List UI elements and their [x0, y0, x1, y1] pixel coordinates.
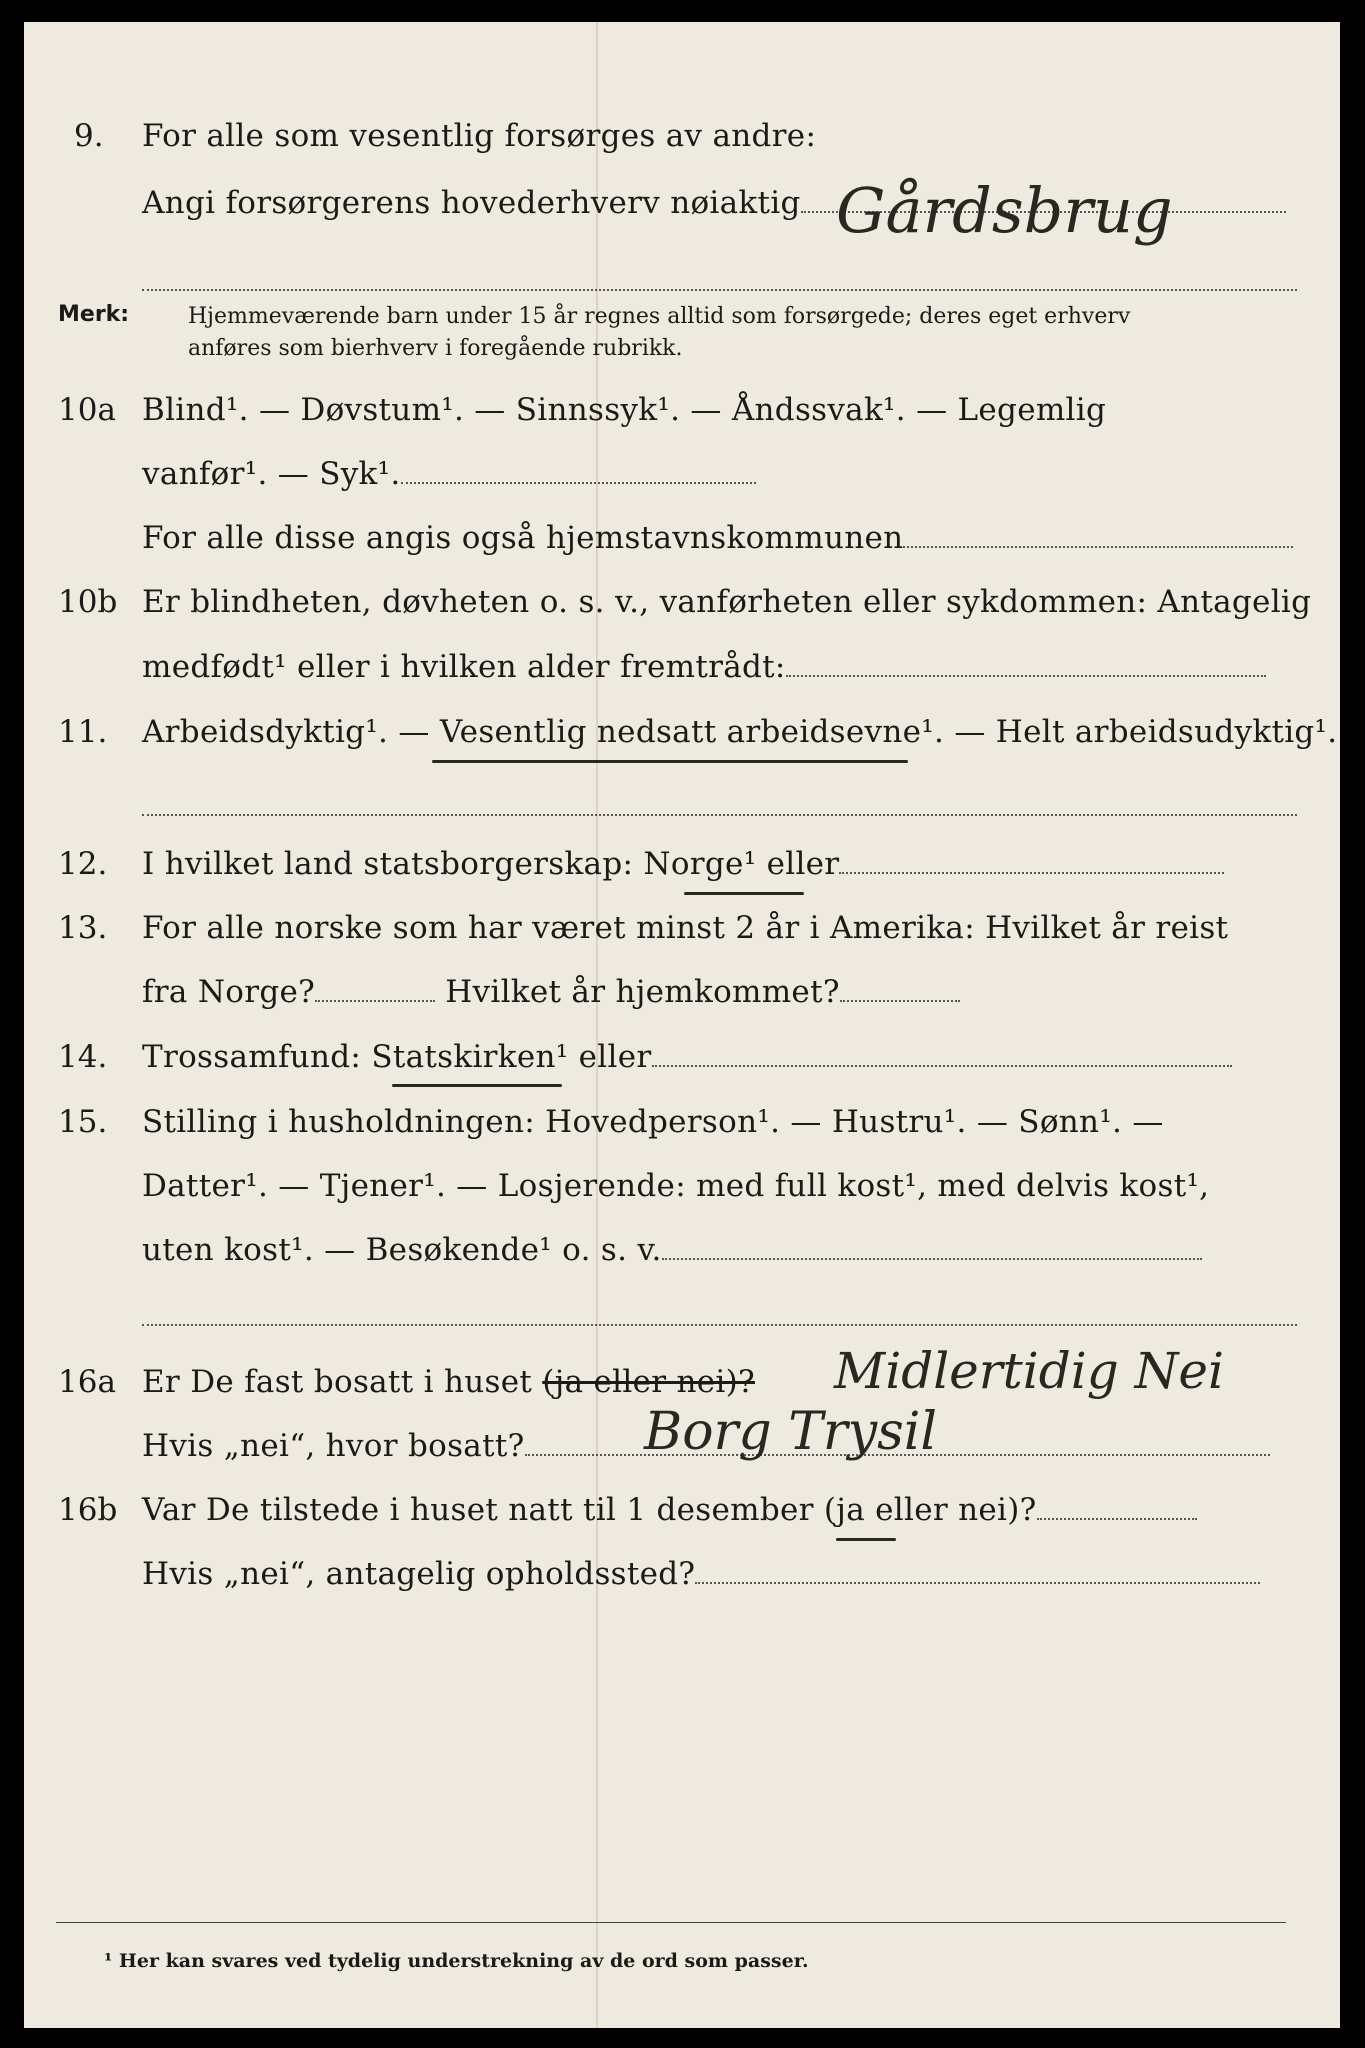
q14-number: 14.: [58, 1039, 108, 1075]
q12-answer-line: [839, 871, 1224, 874]
merk-line1: Hjemmeværende barn under 15 år regnes alltid som forsørgede; deres eget erhverv: [188, 304, 1131, 329]
q11-part3: — Helt arbeidsudyktig¹.: [954, 714, 1338, 750]
q13-line2: [142, 974, 960, 1010]
q14-answer-line: [652, 1064, 1232, 1067]
q16b-ink-underline: [836, 1538, 896, 1541]
q11-part1: Arbeidsdyktig¹. —: [142, 714, 430, 750]
q13-hjem-line: [840, 999, 960, 1002]
q11-number: 11.: [58, 714, 108, 750]
q16b-number: 16b: [58, 1492, 118, 1528]
q16a-handwritten-answer2: Borg Trysil: [644, 1402, 938, 1462]
q15-line2: Datter¹. — Tjener¹. — Losjerende: med full kost¹, med delvis kost¹,: [142, 1168, 1210, 1204]
q10a-line2: [142, 456, 756, 492]
q14-ink-underline: [392, 1084, 562, 1087]
q15-number: 15.: [58, 1104, 108, 1140]
q14-line: [142, 1039, 1232, 1075]
q10a-line3-text: For alle disse angis også hjemstavnskommunen: [142, 520, 904, 556]
q12-text: I hvilket land statsborgerskap:: [142, 846, 634, 882]
q16a-line1: [142, 1364, 755, 1400]
q10a-line2-text: vanfør¹. — Syk¹.: [142, 456, 401, 492]
q14-eller: eller: [578, 1039, 652, 1075]
q16b-line1c: eller nei)?: [875, 1492, 1037, 1528]
q16a-line2-text: Hvis „nei“, hvor bosatt?: [142, 1428, 525, 1464]
q16a-line1-text: Er De fast bosatt i huset: [142, 1364, 533, 1400]
q12-number: 12.: [58, 846, 108, 882]
q16b-opholdssted-line: [695, 1581, 1260, 1584]
q13-line2a: fra Norge?: [142, 974, 316, 1010]
q16a-number: 16a: [58, 1364, 116, 1400]
q16b-line1: [142, 1492, 1197, 1528]
q11-ink-underline: [432, 760, 908, 763]
q16a-handwritten-answer1: Midlertidig Nei: [834, 1342, 1224, 1400]
q9-number: 9.: [74, 118, 104, 154]
q11-line: [142, 714, 1337, 750]
q13-number: 13.: [58, 910, 108, 946]
q13-line1: For alle norske som har været minst 2 år i Amerika: Hvilket år reist: [142, 910, 1229, 946]
q10a-line1: Blind¹. — Døvstum¹. — Sinnssyk¹. — Åndssvak¹. — Legemlig: [142, 392, 1107, 428]
q11-part2-underlined: Vesentlig nedsatt arbeidsevne¹.: [439, 714, 945, 750]
q14-statskirken: Statskirken¹: [371, 1039, 569, 1075]
q11-extra-line: [142, 812, 1297, 816]
q16b-ja: (ja: [823, 1492, 865, 1528]
q15-line1: Stilling i husholdningen: Hovedperson¹. — Hustru¹. — Sønn¹. —: [142, 1104, 1164, 1140]
footnote-rule: [56, 1922, 1286, 1923]
q16b-line2: [142, 1556, 1260, 1592]
q12-eller: eller: [766, 846, 840, 882]
q16a-struck-options: (ja eller nei)?: [542, 1364, 755, 1400]
q13-line2b: Hvilket år hjemkommet?: [445, 974, 840, 1010]
q10b-line2-text: medfødt¹ eller i hvilken alder fremtrådt:: [142, 649, 786, 685]
census-form-page: [24, 22, 1340, 2028]
merk-line2: anføres som bierhverv i foregående rubrikk.: [188, 336, 683, 361]
footnote: ¹ Her kan svares ved tydelig understrekning av de ord som passer.: [104, 1950, 809, 1972]
q9-line2-text: Angi forsørgerens hovederhverv nøiaktig: [142, 185, 801, 221]
q10a-line3: [142, 520, 1293, 556]
q9-line1: For alle som vesentlig forsørges av andre:: [142, 118, 817, 154]
q12-norge: Norge¹: [643, 846, 757, 882]
q9-extra-line: [142, 287, 1297, 291]
q10b-line2: [142, 649, 1266, 685]
q10a-number: 10a: [58, 392, 116, 428]
q10b-line1: Er blindheten, døvheten o. s. v., vanførheten eller sykdommen: Antagelig: [142, 584, 1312, 620]
q10b-answer-line: [786, 674, 1266, 677]
q15-extra-line: [142, 1322, 1297, 1326]
q9-handwritten-answer: Gårdsbrug: [836, 174, 1173, 247]
q12-ink-underline: [684, 892, 804, 895]
q16b-line2-text: Hvis „nei“, antagelig opholdssted?: [142, 1556, 696, 1592]
q14-text: Trossamfund:: [142, 1039, 362, 1075]
q15-answer-line: [662, 1257, 1202, 1260]
q10a-hjemstavn-line: [903, 545, 1293, 548]
q16b-line1a: Var De tilstede i huset natt til 1 desember: [142, 1492, 814, 1528]
merk-label: Merk:: [58, 302, 130, 327]
q12-line: [142, 846, 1224, 882]
q13-reist-line: [315, 999, 435, 1002]
q10a-answer-line: [401, 481, 756, 484]
q16b-answer-line: [1037, 1517, 1197, 1520]
q10b-number: 10b: [58, 584, 118, 620]
q15-line3-text: uten kost¹. — Besøkende¹ o. s. v.: [142, 1232, 662, 1268]
q15-line3: [142, 1232, 1202, 1268]
